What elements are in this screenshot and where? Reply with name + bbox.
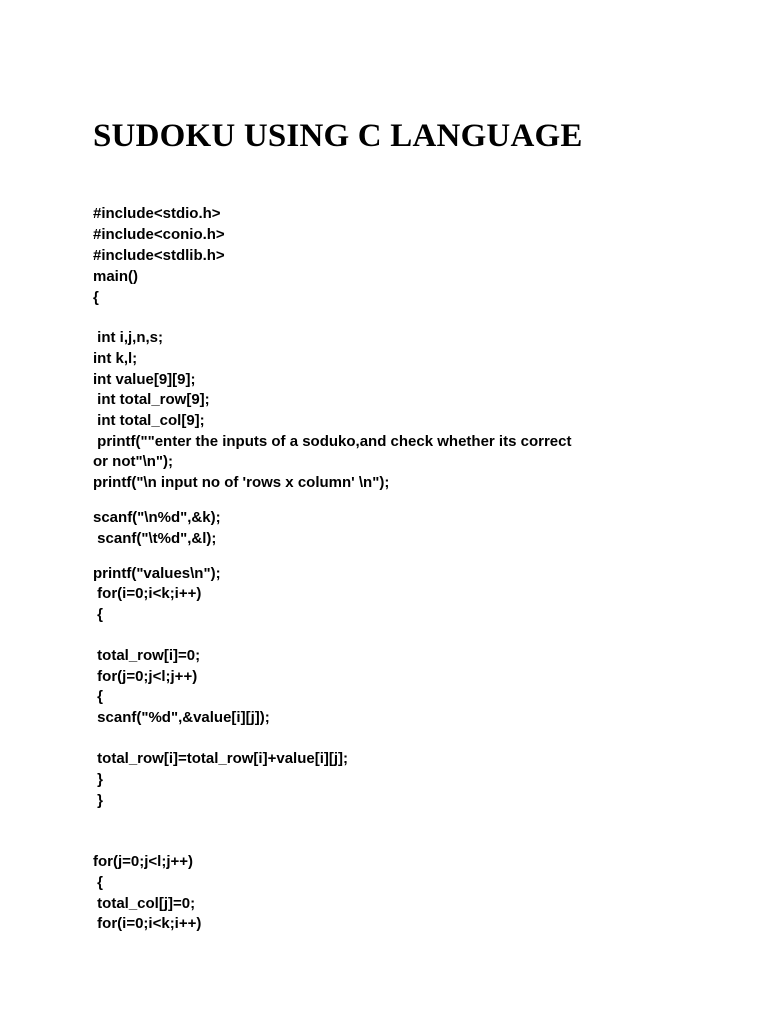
code-line: int value[9][9];: [93, 371, 196, 388]
document-title: SUDOKU USING C LANGUAGE: [93, 118, 583, 154]
code-line: main(): [93, 268, 138, 285]
code-line: #include<conio.h>: [93, 226, 225, 243]
code-line: for(j=0;j<l;j++): [93, 853, 194, 870]
code-line: }: [93, 792, 104, 809]
code-line: int i,j,n,s;: [93, 329, 163, 346]
code-line: printf("\n input no of 'rows x column' \n");: [93, 474, 390, 491]
code-line: printf("values\n");: [93, 565, 221, 582]
code-line: or not"\n");: [93, 453, 174, 470]
code-line: scanf("\n%d",&k);: [93, 509, 221, 526]
code-line: total_col[j]=0;: [93, 895, 196, 912]
code-line: #include<stdio.h>: [93, 205, 221, 222]
code-line: int k,l;: [93, 350, 138, 367]
code-line: total_row[i]=0;: [93, 647, 201, 664]
code-line: scanf("\t%d",&l);: [93, 530, 217, 547]
code-line: for(i=0;i<k;i++): [93, 585, 202, 602]
code-line: printf(""enter the inputs of a soduko,and check whether its correct: [93, 433, 572, 450]
code-line: {: [93, 606, 104, 623]
code-line: for(j=0;j<l;j++): [93, 668, 198, 685]
code-line: for(i=0;i<k;i++): [93, 915, 202, 932]
code-line: int total_col[9];: [93, 412, 205, 429]
code-line: scanf("%d",&value[i][j]);: [93, 709, 270, 726]
code-line: #include<stdlib.h>: [93, 247, 225, 264]
code-line: }: [93, 771, 104, 788]
code-line: total_row[i]=total_row[i]+value[i][j];: [93, 750, 349, 767]
code-line: {: [93, 874, 104, 891]
code-line: {: [93, 289, 99, 306]
code-line: int total_row[9];: [93, 391, 210, 408]
code-line: {: [93, 688, 104, 705]
